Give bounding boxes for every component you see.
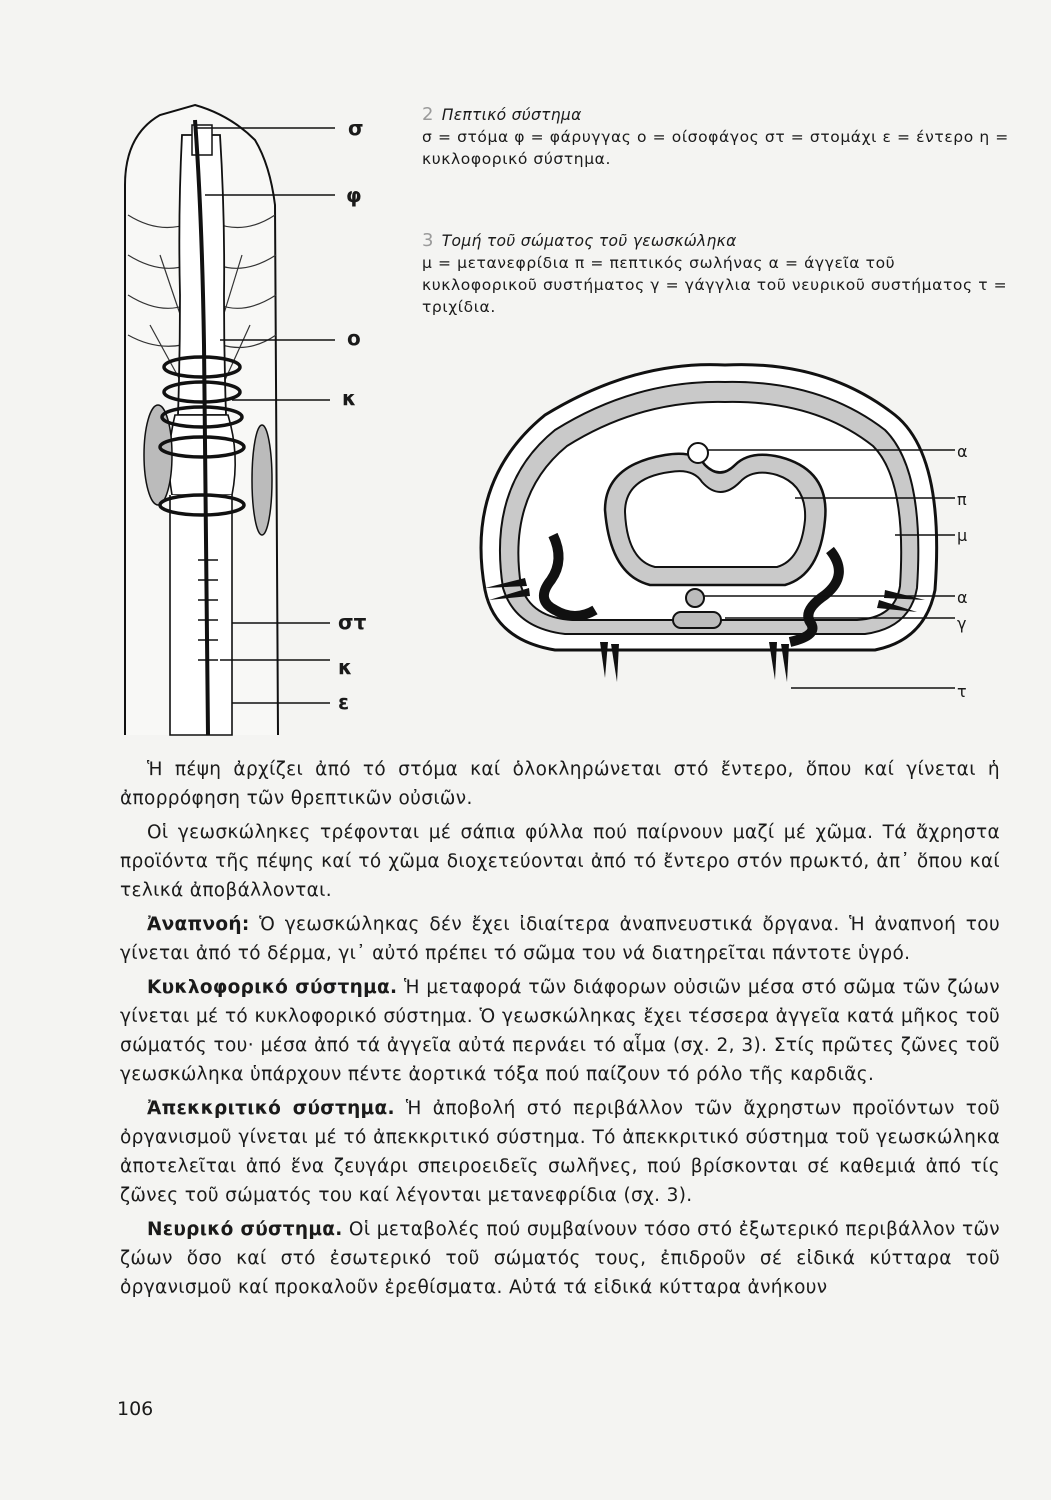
paragraph-text: Ἡ μεταφορά τῶν διάφορων οὐσιῶν μέσα στό σῶμα τῶν ζώων γίνεται μέ τό κυκλοφορικό σύστημα. Ὁ γεωσκώληκας ἔχει τέσσερα ἀγγεῖα κατά μῆκος τοῦ σώματός του· μέσα ἀπό τά ἀγγεῖα αὐτά περνάει τό αἷμα (σχ. 2, 3). Στίς πρῶτες ζῶνες τοῦ γεωσκώληκα ὑπάρχουν πέντε ἀορτικά τόξα πού παίζουν τό ρόλο τῆς καρδιᾶς. bbox=[120, 977, 1000, 1085]
label-phi: φ bbox=[346, 183, 362, 207]
paragraph-lead: Νευρικό σύστημα. bbox=[147, 1219, 343, 1240]
paragraph-feeding bbox=[120, 818, 1000, 905]
label-p-gut: π bbox=[957, 490, 967, 509]
earthworm-digestive-diagram bbox=[120, 95, 380, 745]
label-kappa-2: κ bbox=[338, 655, 353, 679]
figure-2-number: 2 bbox=[422, 104, 434, 125]
paragraph-lead: Ἀπεκκριτικό σύστημα. bbox=[147, 1098, 395, 1119]
label-m-nephridia: μ bbox=[957, 526, 968, 545]
paragraph-lead: Ἀναπνοή: bbox=[147, 914, 250, 935]
figure-3-cross-section bbox=[455, 360, 1000, 705]
label-epsilon: ε bbox=[338, 690, 350, 714]
label-sigma: σ bbox=[348, 116, 364, 140]
paragraph-text: Ἡ ἀποβολή στό περιβάλλον τῶν ἄχρηστων προϊόντων τοῦ ὀργανισμοῦ γίνεται μέ τό ἀπεκκριτικό σύστημα. Τό ἀπεκκριτικό σύστημα τοῦ γεωσκώληκα ἀποτελεῖται ἀπό ἕνα ζευγάρι σπειροειδεῖς σωλῆνες, πού βρίσκονται σέ καθεμιά ἀπό τίς ζῶνες τοῦ σώματός του καί λέγονται μετανεφρίδια (σχ. 3). bbox=[120, 1098, 1001, 1206]
paragraph-text: Ὁ γεωσκώληκας δέν ἔχει ἰδιαίτερα ἀναπνευστικά ὄργανα. Ἡ ἀναπνοή του γίνεται ἀπό τό δέρμα, γι᾿ αὐτό πρέπει τό σῶμα του νά διατηρεῖται πάντοτε ὑγρό. bbox=[120, 914, 1000, 964]
figure-2-caption bbox=[422, 104, 1012, 170]
label-kappa-1: κ bbox=[342, 386, 357, 410]
paragraph-excretory bbox=[120, 1094, 1000, 1210]
paragraph-digestion bbox=[120, 755, 1000, 813]
figure-2-title: Πεπτικό σύστημα bbox=[441, 106, 582, 124]
page-number: 106 bbox=[117, 1398, 154, 1420]
label-t-setae: τ bbox=[957, 682, 967, 701]
figure-3-number: 3 bbox=[422, 230, 434, 251]
paragraph-text: Ἡ πέψη ἀρχίζει ἀπό τό στόμα καί ὁλοκληρώνεται στό ἔντερο, ὅπου καί γίνεται ἡ ἀπορρόφηση τῶν θρεπτικῶν οὐσιῶν. bbox=[120, 759, 1000, 809]
body-text bbox=[120, 755, 1000, 1307]
paragraph-circulatory bbox=[120, 973, 1000, 1089]
paragraph-respiration bbox=[120, 910, 1000, 968]
label-omicron: ο bbox=[347, 326, 361, 350]
paragraph-lead: Κυκλοφορικό σύστημα. bbox=[147, 977, 398, 998]
figure-2-digestive-system bbox=[120, 95, 380, 745]
figure-3-title: Τομή τοῦ σώματος τοῦ γεωσκώληκα bbox=[441, 232, 737, 250]
label-g-ganglia: γ bbox=[957, 614, 967, 633]
label-a-vessel-2: α bbox=[957, 588, 968, 607]
figure-3-caption bbox=[422, 230, 1012, 318]
earthworm-cross-section-diagram bbox=[455, 360, 1000, 705]
paragraph-text: Οἱ γεωσκώληκες τρέφονται μέ σάπια φύλλα πού παίρνουν μαζί μέ χῶμα. Τά ἄχρηστα προϊόντα τῆς πέψης καί τό χῶμα διοχετεύονται ἀπό τό ἔντερο στόν πρωκτό, ἀπ᾿ ὅπου καί τελικά ἀποβάλλονται. bbox=[120, 822, 1000, 901]
figure-3-caption-text: μ = μετανεφρίδια π = πεπτικός σωλήνας α = άγγεῖα τοῦ κυκλοφορικοῦ συστήματος γ = γάγγλια τοῦ νευρικοῦ συστήματος τ = τριχίδια. bbox=[422, 254, 1008, 316]
paragraph-text: Οἱ μεταβολές πού συμβαίνουν τόσο στό ἐξωτερικό περιβάλλον τῶν ζώων ὅσο καί στό ἐσωτερικό τοῦ σώματός τους, ἐπιδροῦν σέ εἰδικά κύτταρα τοῦ ὀργανισμοῦ καί προκαλοῦν ἐρεθίσματα. Αὐτά τά εἰδικά κύτταρα ἀνήκουν bbox=[120, 1219, 1000, 1298]
label-st: στ bbox=[338, 610, 367, 634]
paragraph-nervous bbox=[120, 1215, 1000, 1302]
label-a-vessel-1: α bbox=[957, 442, 968, 461]
figure-2-caption-text: σ = στόμα φ = φάρυγγας ο = οίσοφάγος στ = στομάχι ε = έντερο η = κυκλοφορικό σύστημα. bbox=[422, 128, 1009, 168]
